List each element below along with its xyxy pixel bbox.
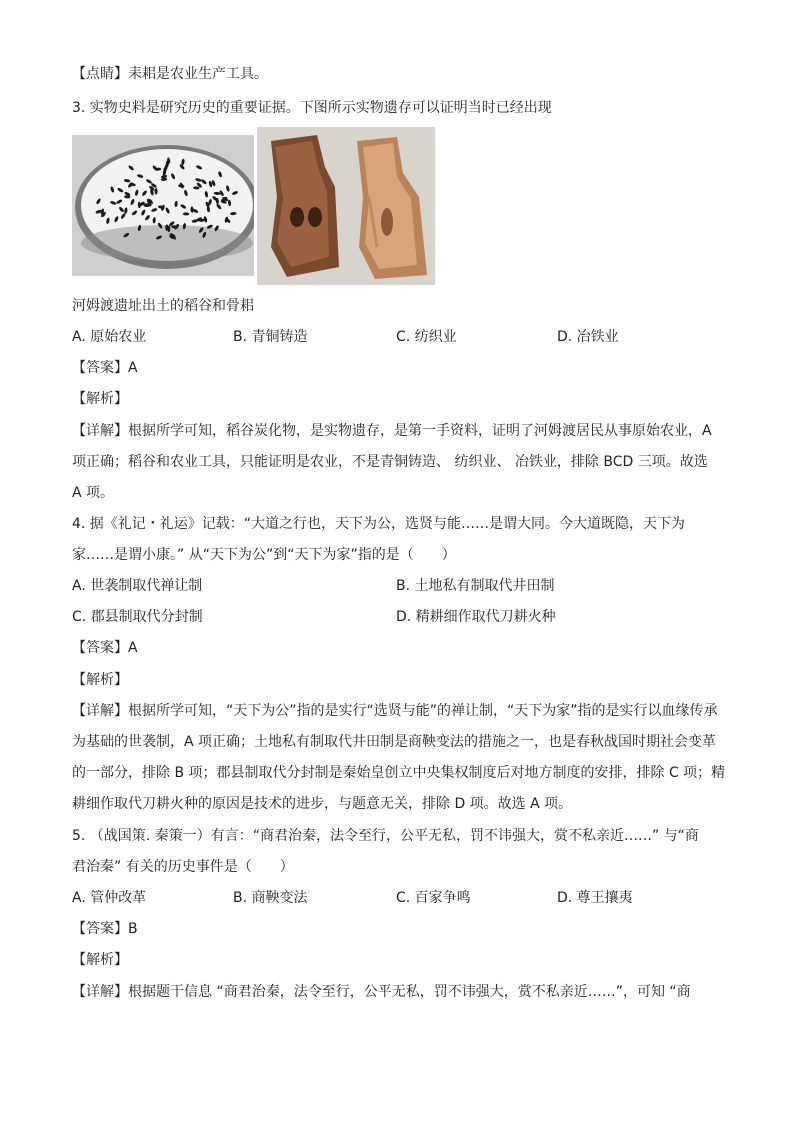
q3-detail-line: 【详解】根据所学可知，稻谷炭化物，是实物遗存，是第一手资料，证明了河姆渡居民从事原始农业，A xyxy=(72,423,712,439)
q5-option-b[interactable]: B. 商鞅变法 xyxy=(233,890,308,906)
q5-detail-line: 【详解】根据题干信息 “商君治秦，法令至行，公平无私，罚不讳强大，赏不私亲近……”，可知 “商 xyxy=(72,984,691,1000)
q5-analysis-label: 【解析】 xyxy=(72,952,128,968)
q4-stem-line: 家……是谓小康。” 从“天下为公”到“天下为家”指的是（ ） xyxy=(72,547,456,563)
bone-spade-photo xyxy=(257,127,435,285)
q4-detail-line: 为基础的世袭制，A 项正确；土地私有制取代井田制是商鞅变法的措施之一，也是春秋战国时期社会变革 xyxy=(72,734,717,750)
q4-option-c[interactable]: C. 郡县制取代分封制 xyxy=(72,609,203,625)
q4-detail-line: 耕细作取代刀耕火种的原因是技术的进步，与题意无关，排除 D 项。故选 A 项。 xyxy=(72,796,573,812)
q3-figure-caption: 河姆渡遗址出土的稻谷和骨耜 xyxy=(72,298,254,314)
q4-option-d[interactable]: D. 精耕细作取代刀耕火种 xyxy=(396,609,556,625)
q4-analysis-label: 【解析】 xyxy=(72,672,128,688)
q4-detail-line: 的一部分，排除 B 项；郡县制取代分封制是秦始皇创立中央集权制度后对地方制度的安排，排除 C 项；精 xyxy=(72,765,726,781)
q3-detail-line: 项正确；稻谷和农业工具，只能证明是农业，不是青铜铸造、 纺织业、 冶铁业，排除 BCD 三项。故选 xyxy=(72,454,708,470)
q3-option-b[interactable]: B. 青铜铸造 xyxy=(233,329,308,345)
q3-detail-line: A 项。 xyxy=(72,485,115,501)
q4-answer: 【答案】A xyxy=(72,640,138,656)
q5-option-d[interactable]: D. 尊王攘夷 xyxy=(557,890,633,906)
q5-answer: 【答案】B xyxy=(72,921,138,937)
q3-stem: 3. 实物史料是研究历史的重要证据。下图所示实物遗存可以证明当时已经出现 xyxy=(72,100,552,116)
q5-option-a[interactable]: A. 管仲改革 xyxy=(72,890,147,906)
q3-option-d[interactable]: D. 冶铁业 xyxy=(557,329,619,345)
q3-option-a[interactable]: A. 原始农业 xyxy=(72,329,147,345)
q5-option-c[interactable]: C. 百家争鸣 xyxy=(396,890,471,906)
q4-option-b[interactable]: B. 土地私有制取代井田制 xyxy=(396,578,555,594)
q4-stem-line: 4. 据《礼记・礼运》记载：“大道之行也，天下为公，选贤与能……是谓大同。今大道既隐，天下为 xyxy=(72,516,686,532)
q5-stem-line: 5. （战国策. 秦策一）有言：“商君治秦，法令至行，公平无私，罚不讳强大，赏不私亲近……” 与“商 xyxy=(72,828,699,844)
q3-analysis-label: 【解析】 xyxy=(72,391,128,407)
rice-grains-photo xyxy=(72,135,254,276)
q2-tip: 【点睛】耒耜是农业生产工具。 xyxy=(72,66,268,82)
q4-option-a[interactable]: A. 世袭制取代禅让制 xyxy=(72,578,203,594)
q5-stem-line: 君治秦” 有关的历史事件是（ ） xyxy=(72,859,294,875)
q3-option-c[interactable]: C. 纺织业 xyxy=(396,329,457,345)
q3-answer: 【答案】A xyxy=(72,360,138,376)
q4-detail-line: 【详解】根据所学可知，“天下为公”指的是实行“选贤与能”的禅让制，“天下为家”指的是实行以血缘传承 xyxy=(72,703,718,719)
